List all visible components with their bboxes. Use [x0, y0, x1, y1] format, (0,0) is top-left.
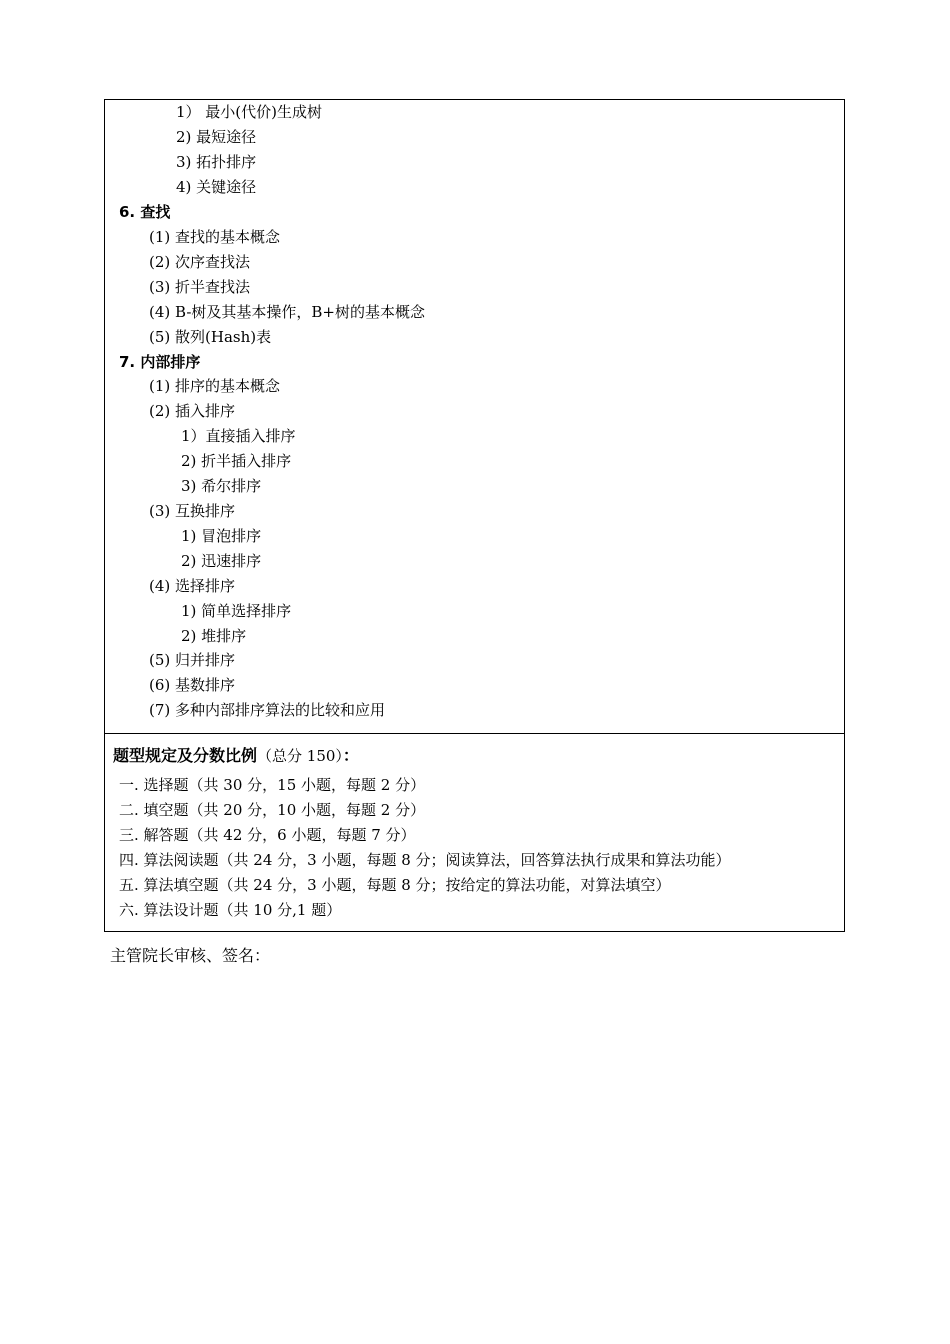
exam-heading — [113, 745, 359, 767]
outline-cell — [105, 100, 844, 734]
search-item: (1) 查找的基本概念 — [149, 228, 281, 246]
exam-item: 一. 选择题（共 30 分，15 小题，每题 2 分） — [119, 776, 426, 794]
exam-item: 六. 算法设计题（共 10 分,1 题） — [119, 901, 342, 919]
sort-item: (3) 互换排序 — [149, 502, 236, 520]
search-item: (2) 次序查找法 — [149, 253, 251, 271]
exam-item: 五. 算法填空题（共 24 分，3 小题，每题 8 分；按给定的算法功能，对算法填空） — [119, 876, 671, 894]
exam-item: 三. 解答题（共 42 分，6 小题，每题 7 分） — [119, 826, 416, 844]
sort-item: (7) 多种内部排序算法的比较和应用 — [149, 701, 386, 719]
graph-item: 2) 最短途径 — [176, 128, 257, 146]
graph-item: 4) 关键途径 — [176, 178, 257, 196]
sort-subitem: 3) 希尔排序 — [181, 477, 262, 495]
exam-item: 二. 填空题（共 20 分，10 小题，每题 2 分） — [119, 801, 426, 819]
sort-subitem: 1) 简单选择排序 — [181, 602, 292, 620]
section-heading-search: 6. 查找 — [119, 203, 171, 221]
section-heading-sort: 7. 内部排序 — [119, 353, 201, 371]
signature-line: 主管院长审核、签名： — [110, 946, 271, 965]
syllabus-table — [104, 99, 845, 932]
exam-item: 四. 算法阅读题（共 24 分，3 小题，每题 8 分；阅读算法，回答算法执行成果和算法功能） — [119, 851, 731, 869]
sort-item: (6) 基数排序 — [149, 676, 236, 694]
sort-subitem: 2) 堆排序 — [181, 627, 247, 645]
sort-subitem: 2) 迅速排序 — [181, 552, 262, 570]
exam-heading-total: （总分 150） — [257, 747, 343, 765]
search-item: (5) 散列(Hash)表 — [149, 328, 272, 346]
graph-item: 3) 拓扑排序 — [176, 153, 257, 171]
exam-heading-colon: ： — [342, 746, 359, 765]
sort-subitem: 1) 冒泡排序 — [181, 527, 262, 545]
sort-item: (1) 排序的基本概念 — [149, 377, 281, 395]
exam-format-cell — [105, 734, 844, 931]
exam-heading-bold: 题型规定及分数比例 — [113, 746, 258, 765]
sort-item: (4) 选择排序 — [149, 577, 236, 595]
sort-subitem: 1）直接插入排序 — [181, 427, 296, 445]
sort-item: (2) 插入排序 — [149, 402, 236, 420]
search-item: (3) 折半查找法 — [149, 278, 251, 296]
sort-item: (5) 归并排序 — [149, 651, 236, 669]
sort-subitem: 2) 折半插入排序 — [181, 452, 292, 470]
graph-item: 1） 最小(代价)生成树 — [176, 103, 323, 121]
search-item: (4) B-树及其基本操作，B+树的基本概念 — [149, 303, 425, 321]
